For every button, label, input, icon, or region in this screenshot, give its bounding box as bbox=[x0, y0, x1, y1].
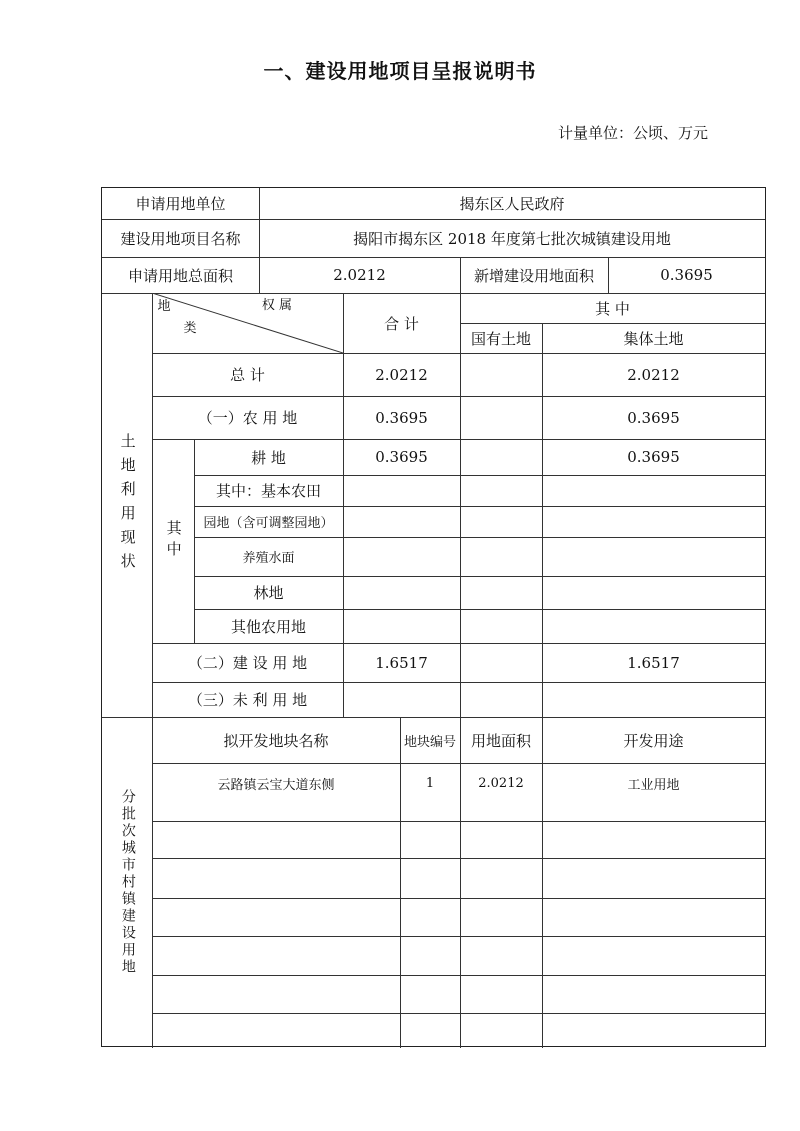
parcel-no: 1 bbox=[425, 775, 435, 791]
row-label: （二）建 设 用 地 bbox=[187, 654, 308, 672]
batch-section-label bbox=[102, 717, 152, 1048]
row-collective bbox=[542, 506, 765, 537]
application-form bbox=[101, 187, 766, 1047]
unit-note: 计量单位：公顷、万元 bbox=[557, 124, 708, 142]
row-label: （三）未 利 用 地 bbox=[187, 691, 308, 709]
row-state bbox=[460, 475, 542, 506]
row-state bbox=[460, 609, 542, 643]
corner-ownership: 权 属 bbox=[261, 297, 293, 313]
parcel-name: 云路镇云宝大道东侧 bbox=[217, 777, 335, 793]
row-label: 总 计 bbox=[230, 366, 265, 384]
row-total bbox=[343, 475, 460, 506]
row-label: 其他农用地 bbox=[230, 617, 306, 636]
rule bbox=[152, 1013, 765, 1014]
row-label: 其中：基本农田 bbox=[215, 482, 321, 500]
row-label: 林地 bbox=[253, 584, 284, 602]
row-state bbox=[460, 643, 542, 682]
row-total bbox=[343, 537, 460, 576]
rule bbox=[152, 858, 765, 859]
col-state-header: 国有土地 bbox=[470, 329, 531, 348]
col-parcel-area-header: 用地面积 bbox=[470, 731, 531, 750]
project-name-value: 揭阳市揭东区 2018 年度第七批次城镇建设用地 bbox=[353, 229, 671, 248]
col-among-header: 其 中 bbox=[595, 299, 630, 318]
row-collective bbox=[542, 609, 765, 643]
corner-type: 类 bbox=[183, 320, 197, 336]
row-label: 园地（含可调整园地） bbox=[203, 516, 334, 531]
col-parcel-no-header: 地块编号 bbox=[403, 734, 456, 750]
col-collective-header: 集体土地 bbox=[623, 329, 684, 348]
row-state bbox=[460, 396, 542, 439]
parcel-area: 2.0212 bbox=[478, 775, 524, 791]
applicant-value: 揭东区人民政府 bbox=[459, 195, 565, 213]
row-state bbox=[460, 439, 542, 475]
row-collective: 2.0212 bbox=[627, 365, 680, 384]
col-parcel-name-header: 拟开发地块名称 bbox=[223, 731, 329, 750]
total-area-value: 2.0212 bbox=[333, 266, 386, 284]
row-total: 2.0212 bbox=[375, 365, 428, 384]
new-area-value: 0.3695 bbox=[660, 266, 713, 284]
row-collective: 0.3695 bbox=[627, 448, 680, 466]
row-collective: 1.6517 bbox=[627, 653, 680, 672]
land-use-section-label bbox=[102, 293, 152, 717]
row-total bbox=[343, 576, 460, 609]
row-total: 1.6517 bbox=[375, 653, 428, 672]
row-label: 耕 地 bbox=[251, 448, 286, 467]
applicant-label: 申请用地单位 bbox=[135, 195, 226, 213]
row-state bbox=[460, 537, 542, 576]
col-parcel-use-header: 开发用途 bbox=[623, 731, 684, 750]
row-label: （一）农 用 地 bbox=[197, 409, 298, 427]
row-collective: 0.3695 bbox=[627, 408, 680, 427]
sub-group-label bbox=[152, 439, 194, 643]
page-title: 一、建设用地项目呈报说明书 bbox=[263, 59, 537, 83]
new-area-label: 新增建设用地面积 bbox=[473, 266, 594, 285]
sub-group-text: 其中 bbox=[164, 520, 183, 562]
row-state bbox=[460, 353, 542, 396]
parcel-use: 工业用地 bbox=[627, 777, 680, 793]
row-total bbox=[343, 506, 460, 537]
total-area-label: 申请用地总面积 bbox=[127, 266, 233, 285]
row-state bbox=[460, 506, 542, 537]
row-total: 0.3695 bbox=[375, 448, 428, 466]
row-collective bbox=[542, 537, 765, 576]
rule bbox=[152, 821, 765, 822]
project-name-label: 建设用地项目名称 bbox=[120, 229, 241, 248]
corner-land: 地 bbox=[157, 298, 171, 314]
row-total: 0.3695 bbox=[375, 408, 428, 427]
row-total bbox=[343, 682, 460, 717]
rule bbox=[152, 898, 765, 899]
row-collective bbox=[542, 576, 765, 609]
rule bbox=[152, 975, 765, 976]
row-collective bbox=[542, 475, 765, 506]
rule bbox=[152, 936, 765, 937]
row-state bbox=[460, 576, 542, 609]
row-collective bbox=[542, 682, 765, 717]
land-use-section-text: 土地利用现状 bbox=[118, 433, 137, 577]
row-total bbox=[343, 609, 460, 643]
col-total-header: 合 计 bbox=[384, 314, 419, 333]
row-label: 养殖水面 bbox=[242, 551, 295, 566]
batch-section-text: 分批次城市村镇建设用地 bbox=[119, 789, 136, 976]
row-state bbox=[460, 682, 542, 717]
